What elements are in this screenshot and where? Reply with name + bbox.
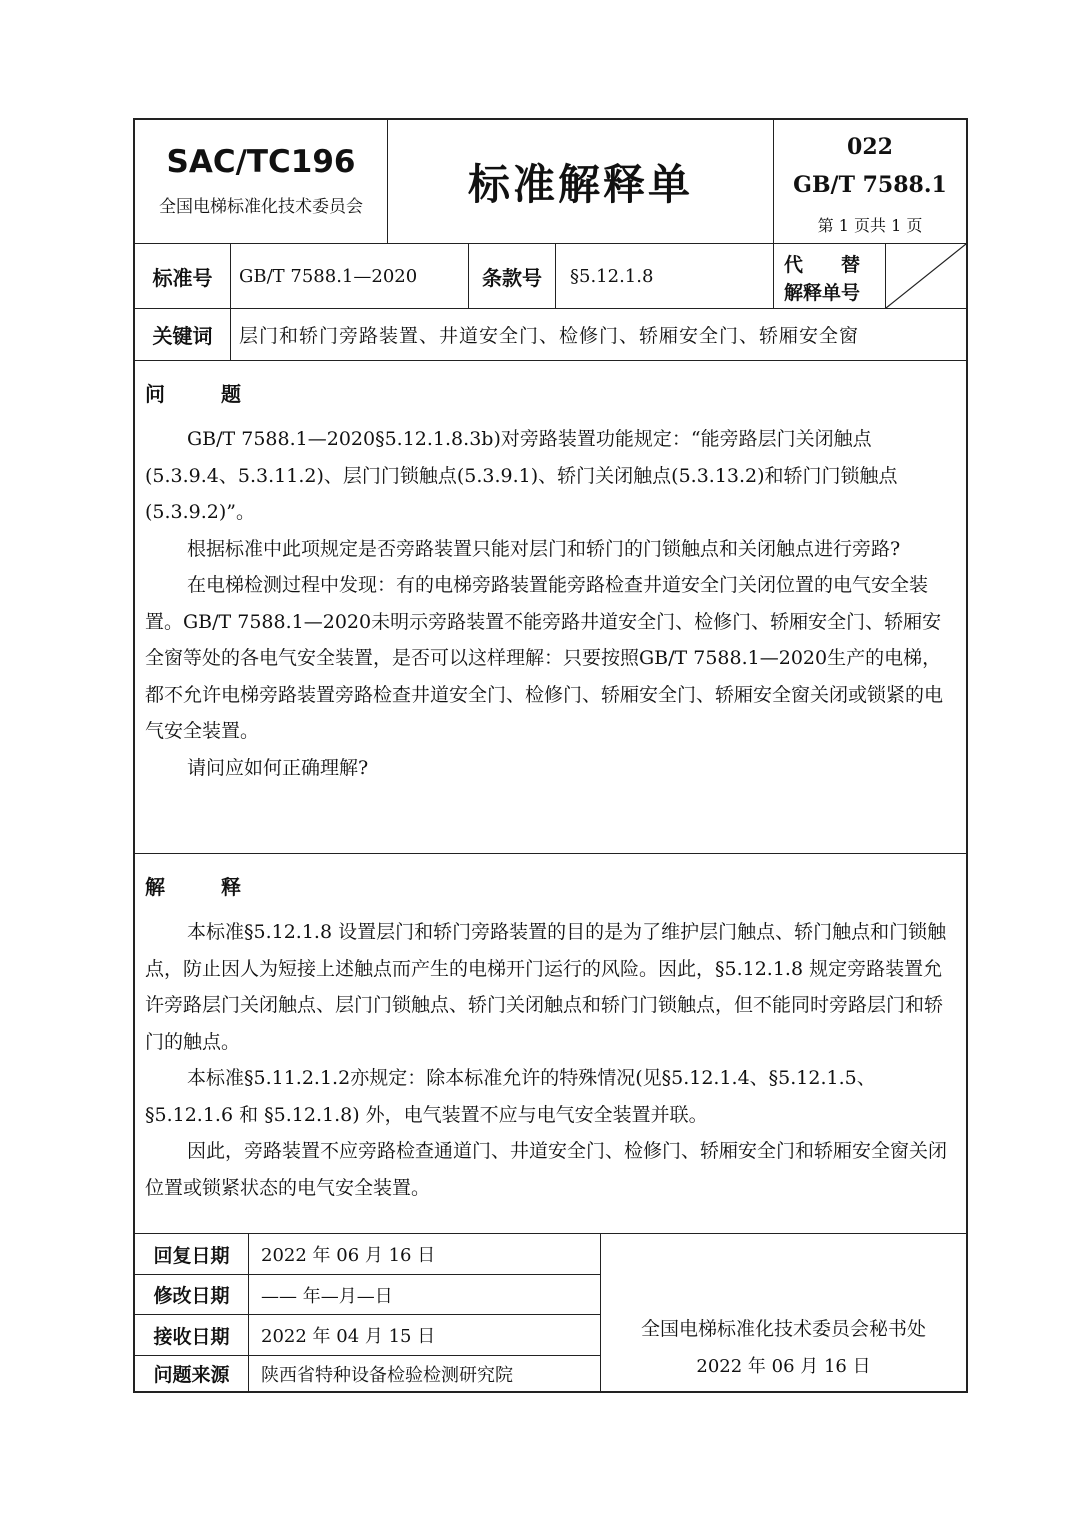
sheet-number: 022 xyxy=(847,134,893,160)
diagonal-strike xyxy=(886,244,966,308)
footer-section xyxy=(135,1233,966,1391)
keywords-value: 层门和轿门旁路装置、井道安全门、检修门、轿厢安全门、轿厢安全窗 xyxy=(230,309,966,360)
question-section xyxy=(135,360,966,853)
footer-issuer xyxy=(600,1234,966,1391)
standard-no-label: 标准号 xyxy=(152,265,213,290)
question-title: 问 题 xyxy=(145,382,259,406)
receive-date-value: 2022 年 04 月 15 日 xyxy=(261,1326,436,1347)
answer-paragraph: 本标准§5.12.1.8 设置层门和轿门旁路装置的目的是为了维护层门触点、轿门触点和门锁触点，防止因人为短接上述触点而产生的电梯开门运行的风险。因此，§5.12.1.8 规定旁路装置允许旁路层门关闭触点、层门门锁触点、轿门关闭触点和轿门门锁触点，但不能同时旁路层门和轿门的触点。 xyxy=(145,921,947,1053)
info-row xyxy=(135,243,966,308)
reply-date-value: 2022 年 06 月 16 日 xyxy=(261,1245,436,1266)
org-block xyxy=(135,120,387,243)
keywords-row xyxy=(135,308,966,360)
interpretation-sheet xyxy=(133,118,968,1393)
source-label: 问题来源 xyxy=(153,1364,230,1386)
title-block xyxy=(387,120,773,243)
answer-section xyxy=(135,853,966,1233)
number-block xyxy=(773,120,966,243)
keywords-label: 关键词 xyxy=(152,324,213,348)
modify-date-label: 修改日期 xyxy=(153,1285,230,1307)
replace-value xyxy=(885,244,966,308)
clause-value: §5.12.1.8 xyxy=(555,244,773,308)
header-row xyxy=(135,120,966,243)
source-value: 陕西省特种设备检验检测研究院 xyxy=(261,1364,513,1386)
question-body xyxy=(135,421,966,786)
reply-date-label: 回复日期 xyxy=(153,1244,230,1267)
org-code: SAC/TC196 xyxy=(166,144,356,180)
modify-date-value: —— 年—月—日 xyxy=(261,1285,393,1307)
answer-paragraph: 本标准§5.11.2.1.2亦规定：除本标准允许的特殊情况(见§5.12.1.4、§5.12.1.5、§5.12.1.6 和 §5.12.1.8) 外，电气装置不应与电气安全装置并联。 xyxy=(145,1067,876,1126)
answer-title: 解 释 xyxy=(145,875,259,899)
answer-paragraph: 因此，旁路装置不应旁路检查通道门、井道安全门、检修门、轿厢安全门和轿厢安全窗关闭位置或锁紧状态的电气安全装置。 xyxy=(145,1140,948,1199)
question-paragraph: 请问应如何正确理解? xyxy=(187,756,369,779)
standard-no-value: GB/T 7588.1—2020 xyxy=(230,244,468,308)
page-title: 标准解释单 xyxy=(467,159,693,209)
issue-date: 2022 年 06 月 16 日 xyxy=(696,1356,871,1377)
replace-label: 代 替 解释单号 xyxy=(773,244,885,308)
question-paragraph: 在电梯检测过程中发现：有的电梯旁路装置能旁路检查井道安全门关闭位置的电气安全装置。GB/T 7588.1—2020未明示旁路装置不能旁路井道安全门、检修门、轿厢安全门、轿厢安全窗等处的各电气安全装置，是否可以这样理解：只要按照GB/T 7588.1—2020生产的电梯，都不允许电梯旁路装置旁路检查井道安全门、检修门、轿厢安全门、轿厢安全窗关闭或锁紧的电气安全装置。 xyxy=(145,574,944,742)
clause-label: 条款号 xyxy=(468,244,555,308)
modify-date-row xyxy=(135,1274,600,1314)
answer-body xyxy=(135,914,966,1206)
question-paragraph: GB/T 7588.1—2020§5.12.1.8.3b)对旁路装置功能规定：“能旁路层门关闭触点(5.3.9.4、5.3.11.2)、层门门锁触点(5.3.9.1)、轿门关闭触点(5.3.13.2)和轿门门锁触点(5.3.9.2)”。 xyxy=(145,428,898,523)
org-name: 全国电梯标准化技术委员会 xyxy=(159,197,363,217)
receive-date-label: 接收日期 xyxy=(153,1325,230,1348)
footer-dates xyxy=(135,1234,600,1391)
standard-code: GB/T 7588.1 xyxy=(793,172,947,198)
issuer-name: 全国电梯标准化技术委员会秘书处 xyxy=(640,1318,926,1340)
source-row xyxy=(135,1355,600,1391)
page-info: 第 1 页共 1 页 xyxy=(817,216,923,235)
reply-date-row xyxy=(135,1234,600,1274)
question-paragraph: 根据标准中此项规定是否旁路装置只能对层门和轿门的门锁触点和关闭触点进行旁路? xyxy=(187,537,901,560)
receive-date-row xyxy=(135,1314,600,1355)
